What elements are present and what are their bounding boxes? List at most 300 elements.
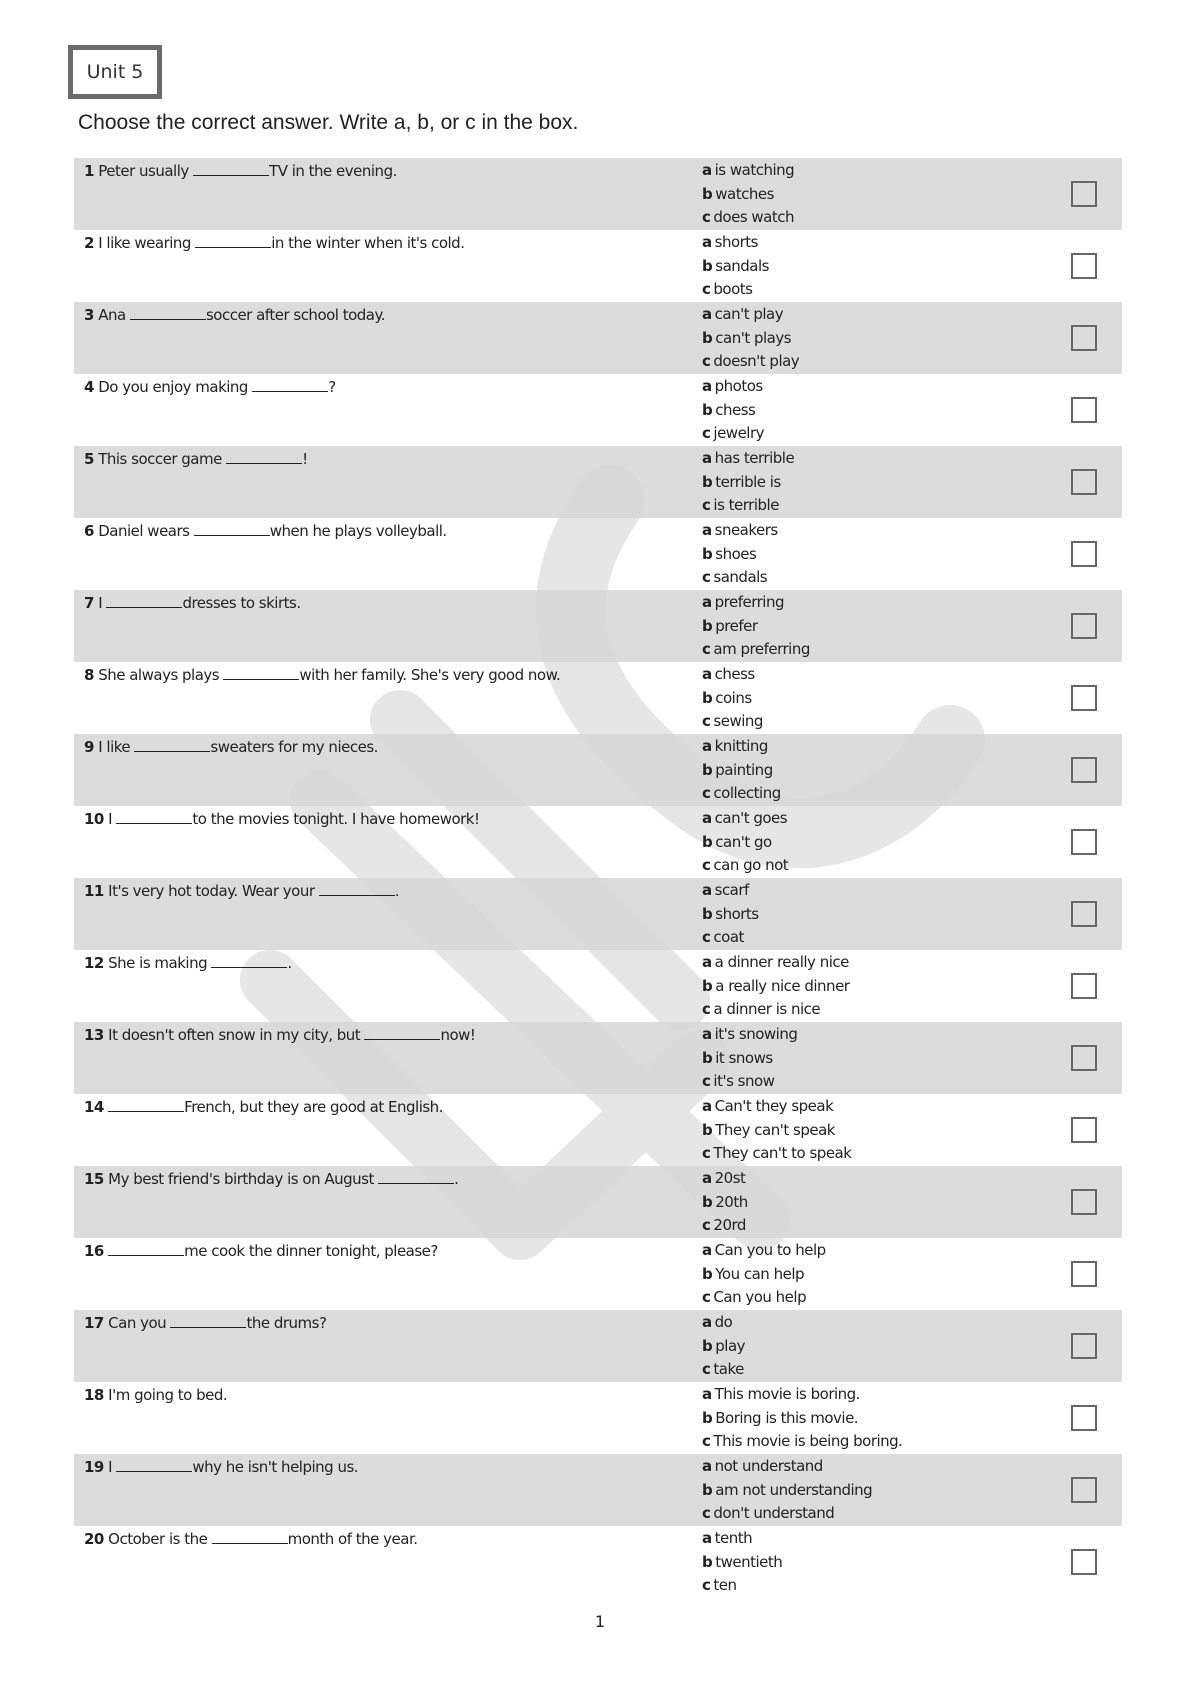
- question-text-before: This soccer game: [98, 450, 222, 468]
- option-letter: b: [702, 688, 713, 707]
- options-list: [702, 1527, 1002, 1598]
- option-text: shorts: [714, 233, 758, 251]
- option-a: [702, 1527, 1002, 1551]
- option-letter: c: [702, 784, 711, 802]
- question-text-after: when he plays volleyball.: [269, 522, 447, 540]
- question-row: [74, 734, 1122, 806]
- option-letter: b: [702, 976, 713, 995]
- question-table: [74, 158, 1122, 1598]
- question-text-after: me cook the dinner tonight, please?: [184, 1242, 438, 1260]
- option-a: [702, 591, 1002, 615]
- option-b: [702, 1479, 1002, 1503]
- option-text: can't plays: [715, 328, 792, 347]
- option-letter: c: [702, 1576, 711, 1594]
- question-text-before: October is the: [108, 1530, 208, 1548]
- options-list: [702, 1167, 1002, 1238]
- option-b: [702, 831, 1002, 855]
- option-text: take: [713, 1360, 744, 1378]
- answer-box[interactable]: [1071, 325, 1097, 351]
- answer-blank: [195, 233, 271, 248]
- option-letter: a: [702, 449, 712, 467]
- option-letter: b: [702, 544, 713, 563]
- option-letter: b: [702, 1264, 713, 1283]
- option-text: photos: [714, 377, 763, 395]
- option-text: 20rd: [713, 1216, 746, 1234]
- option-letter: a: [702, 1385, 712, 1403]
- option-letter: b: [702, 1336, 713, 1355]
- question-number: 14: [84, 1098, 104, 1116]
- answer-blank: [193, 161, 269, 176]
- option-letter: c: [702, 352, 711, 370]
- option-letter: a: [702, 593, 712, 611]
- option-a: [702, 1167, 1002, 1191]
- question-row: [74, 158, 1122, 230]
- question-text: [84, 1528, 684, 1550]
- option-text: prefer: [715, 616, 758, 635]
- answer-blank: [378, 1169, 454, 1184]
- question-text: [84, 160, 684, 182]
- question-text: [84, 1168, 684, 1190]
- option-text: Boring is this movie.: [715, 1408, 859, 1427]
- option-text: coat: [713, 928, 744, 946]
- question-row: [74, 1022, 1122, 1094]
- options-list: [702, 447, 1002, 518]
- option-text: don't understand: [713, 1504, 835, 1522]
- answer-box[interactable]: [1071, 1117, 1097, 1143]
- option-c: [702, 1142, 1002, 1166]
- option-c: [702, 1574, 1002, 1598]
- option-c: [702, 1502, 1002, 1526]
- options-list: [702, 735, 1002, 806]
- option-letter: a: [702, 1025, 712, 1043]
- option-letter: a: [702, 1457, 712, 1475]
- option-c: [702, 350, 1002, 374]
- question-number: 17: [84, 1314, 104, 1332]
- option-letter: b: [702, 256, 713, 275]
- option-text: They can't to speak: [713, 1144, 852, 1162]
- question-number: 10: [84, 810, 104, 828]
- option-text: They can't speak: [715, 1120, 835, 1139]
- option-letter: c: [702, 208, 711, 226]
- question-text-after: in the winter when it's cold.: [271, 234, 465, 252]
- unit-label: Unit 5: [86, 61, 144, 83]
- option-a: [702, 1095, 1002, 1119]
- question-number: 20: [84, 1530, 104, 1548]
- option-letter: b: [702, 184, 713, 203]
- question-text-before: I like wearing: [98, 234, 191, 252]
- option-text: Can you help: [713, 1288, 807, 1306]
- answer-box[interactable]: [1071, 253, 1097, 279]
- instruction-text: Choose the correct answer. Write a, b, or c in the box.: [78, 111, 579, 134]
- option-text: can't goes: [714, 809, 788, 827]
- option-letter: b: [702, 616, 713, 635]
- question-text-after: dresses to skirts.: [182, 594, 301, 612]
- question-row: [74, 1454, 1122, 1526]
- answer-box[interactable]: [1071, 685, 1097, 711]
- option-letter: c: [702, 928, 711, 946]
- option-text: does watch: [713, 208, 795, 226]
- option-text: scarf: [714, 881, 749, 899]
- question-text-after: sweaters for my nieces.: [210, 738, 378, 756]
- option-c: [702, 206, 1002, 230]
- option-text: chess: [715, 400, 756, 419]
- answer-blank: [108, 1097, 184, 1112]
- option-text: can't play: [714, 305, 784, 323]
- options-list: [702, 231, 1002, 302]
- question-row: [74, 1238, 1122, 1310]
- options-list: [702, 1095, 1002, 1166]
- option-b: [702, 615, 1002, 639]
- option-letter: c: [702, 1216, 711, 1234]
- question-text-after: to the movies tonight. I have homework!: [192, 810, 480, 828]
- options-list: [702, 519, 1002, 590]
- option-letter: b: [702, 400, 713, 419]
- question-text-before: I: [98, 594, 103, 612]
- answer-blank: [106, 593, 182, 608]
- question-row: [74, 1526, 1122, 1598]
- question-row: [74, 1310, 1122, 1382]
- option-letter: c: [702, 1000, 711, 1018]
- question-text-after: .: [394, 882, 400, 900]
- option-text: knitting: [714, 737, 768, 755]
- option-letter: c: [702, 640, 711, 658]
- question-text: [84, 664, 684, 686]
- option-letter: a: [702, 1097, 712, 1115]
- question-text-after: now!: [440, 1026, 476, 1044]
- question-row: [74, 230, 1122, 302]
- question-text-after: ?: [328, 378, 336, 396]
- option-text: sandals: [715, 256, 769, 275]
- question-number: 13: [84, 1026, 104, 1044]
- question-text: [84, 1456, 684, 1478]
- option-letter: a: [702, 233, 712, 251]
- option-c: [702, 1286, 1002, 1310]
- answer-blank: [223, 665, 299, 680]
- question-text-before: Daniel wears: [98, 522, 190, 540]
- option-c: [702, 998, 1002, 1022]
- question-text: [84, 1240, 684, 1262]
- options-list: [702, 663, 1002, 734]
- option-letter: c: [702, 1144, 711, 1162]
- answer-box[interactable]: [1071, 1405, 1097, 1431]
- option-b: [702, 327, 1002, 351]
- option-letter: a: [702, 737, 712, 755]
- option-letter: b: [702, 904, 713, 923]
- question-number: 19: [84, 1458, 104, 1476]
- answer-blank: [194, 521, 270, 536]
- question-text-before: My best friend's birthday is on August: [108, 1170, 374, 1188]
- answer-blank: [130, 305, 206, 320]
- option-letter: b: [702, 472, 713, 491]
- question-text-after: TV in the evening.: [269, 162, 397, 180]
- option-text: am not understanding: [715, 1480, 873, 1499]
- answer-blank: [134, 737, 210, 752]
- option-c: [702, 494, 1002, 518]
- option-b: [702, 903, 1002, 927]
- option-letter: c: [702, 496, 711, 514]
- answer-box[interactable]: [1071, 181, 1097, 207]
- option-text: tenth: [714, 1529, 753, 1547]
- option-c: [702, 278, 1002, 302]
- option-text: boots: [713, 280, 753, 298]
- options-list: [702, 879, 1002, 950]
- question-row: [74, 950, 1122, 1022]
- option-letter: a: [702, 305, 712, 323]
- option-text: not understand: [714, 1457, 823, 1475]
- option-text: sewing: [713, 712, 763, 730]
- question-text-before: I like: [98, 738, 131, 756]
- question-text: [84, 304, 684, 326]
- option-letter: a: [702, 377, 712, 395]
- answer-blank: [116, 1457, 192, 1472]
- option-letter: c: [702, 1504, 711, 1522]
- question-number: 16: [84, 1242, 104, 1260]
- question-text-before: Can you: [108, 1314, 167, 1332]
- question-text-after: why he isn't helping us.: [192, 1458, 359, 1476]
- question-text: [84, 952, 684, 974]
- question-text-before: She always plays: [98, 666, 220, 684]
- question-text: [84, 808, 684, 830]
- question-number: 15: [84, 1170, 104, 1188]
- option-text: This movie is being boring.: [713, 1432, 903, 1450]
- question-row: [74, 806, 1122, 878]
- option-letter: a: [702, 161, 712, 179]
- option-text: is terrible: [713, 496, 779, 514]
- option-letter: b: [702, 1048, 713, 1067]
- option-text: 20st: [714, 1169, 746, 1187]
- option-text: a dinner is nice: [713, 1000, 821, 1018]
- option-text: twentieth: [715, 1552, 783, 1571]
- option-letter: b: [702, 832, 713, 851]
- question-text: [84, 736, 684, 758]
- option-a: [702, 807, 1002, 831]
- option-letter: b: [702, 328, 713, 347]
- option-letter: b: [702, 1120, 713, 1139]
- option-text: collecting: [713, 784, 781, 802]
- option-c: [702, 1430, 1002, 1454]
- option-letter: a: [702, 1241, 712, 1259]
- question-text-before: Ana: [98, 306, 126, 324]
- options-list: [702, 1239, 1002, 1310]
- question-text-before: It doesn't often snow in my city, but: [108, 1026, 361, 1044]
- option-text: am preferring: [713, 640, 810, 658]
- question-text: [84, 880, 684, 902]
- question-number: 7: [84, 594, 94, 612]
- question-row: [74, 1094, 1122, 1166]
- answer-box[interactable]: [1071, 829, 1097, 855]
- option-text: This movie is boring.: [714, 1385, 860, 1403]
- question-number: 1: [84, 162, 94, 180]
- option-text: coins: [715, 688, 752, 707]
- option-text: it's snowing: [714, 1025, 798, 1043]
- option-b: [702, 543, 1002, 567]
- option-b: [702, 1551, 1002, 1575]
- option-text: it's snow: [713, 1072, 775, 1090]
- option-letter: c: [702, 1072, 711, 1090]
- option-c: [702, 926, 1002, 950]
- question-number: 2: [84, 234, 94, 252]
- answer-blank: [364, 1025, 440, 1040]
- question-text: [84, 232, 684, 254]
- options-list: [702, 951, 1002, 1022]
- answer-blank: [319, 881, 395, 896]
- question-number: 4: [84, 378, 94, 396]
- question-text-after: with her family. She's very good now.: [299, 666, 561, 684]
- answer-box[interactable]: [1071, 541, 1097, 567]
- option-c: [702, 638, 1002, 662]
- option-text: preferring: [714, 593, 784, 611]
- option-letter: b: [702, 1552, 713, 1571]
- options-list: [702, 303, 1002, 374]
- option-b: [702, 1119, 1002, 1143]
- question-text-before: She is making: [108, 954, 208, 972]
- option-letter: b: [702, 760, 713, 779]
- option-text: it snows: [715, 1048, 773, 1067]
- option-c: [702, 710, 1002, 734]
- option-text: a really nice dinner: [715, 976, 850, 995]
- question-row: [74, 302, 1122, 374]
- option-text: chess: [714, 665, 755, 683]
- options-list: [702, 591, 1002, 662]
- option-letter: c: [702, 424, 711, 442]
- option-a: [702, 303, 1002, 327]
- question-number: 11: [84, 882, 104, 900]
- option-b: [702, 1263, 1002, 1287]
- options-list: [702, 1383, 1002, 1454]
- option-a: [702, 375, 1002, 399]
- option-text: Can't they speak: [714, 1097, 834, 1115]
- answer-blank: [170, 1313, 246, 1328]
- option-b: [702, 471, 1002, 495]
- question-text-before: I: [108, 810, 113, 828]
- option-text: doesn't play: [713, 352, 800, 370]
- question-row: [74, 1166, 1122, 1238]
- question-row: [74, 446, 1122, 518]
- option-c: [702, 1214, 1002, 1238]
- option-letter: b: [702, 1408, 713, 1427]
- option-a: [702, 519, 1002, 543]
- option-text: painting: [715, 760, 773, 779]
- question-text: [84, 1024, 684, 1046]
- answer-blank: [212, 1529, 288, 1544]
- question-text-before: It's very hot today. Wear your: [108, 882, 315, 900]
- question-row: [74, 1382, 1122, 1454]
- option-text: sneakers: [714, 521, 778, 539]
- answer-box[interactable]: [1071, 469, 1097, 495]
- answer-box[interactable]: [1071, 1045, 1097, 1071]
- option-letter: a: [702, 1313, 712, 1331]
- option-text: Can you to help: [714, 1241, 826, 1259]
- option-letter: b: [702, 1480, 713, 1499]
- option-b: [702, 1407, 1002, 1431]
- options-list: [702, 807, 1002, 878]
- question-number: 18: [84, 1386, 104, 1404]
- answer-box[interactable]: [1071, 1189, 1097, 1215]
- question-number: 9: [84, 738, 94, 756]
- question-text: [84, 1384, 684, 1406]
- option-b: [702, 1191, 1002, 1215]
- page-number: 1: [594, 1612, 606, 1631]
- option-text: do: [714, 1313, 733, 1331]
- question-text-after: .: [287, 954, 292, 972]
- answer-box[interactable]: [1071, 1549, 1097, 1575]
- option-c: [702, 422, 1002, 446]
- options-list: [702, 159, 1002, 230]
- option-text: watches: [715, 184, 774, 203]
- answer-box[interactable]: [1071, 397, 1097, 423]
- options-list: [702, 1311, 1002, 1382]
- answer-box[interactable]: [1071, 613, 1097, 639]
- question-number: 8: [84, 666, 94, 684]
- question-number: 6: [84, 522, 94, 540]
- option-b: [702, 687, 1002, 711]
- option-letter: c: [702, 1432, 711, 1450]
- answer-blank: [226, 449, 302, 464]
- answer-box[interactable]: [1071, 1261, 1097, 1287]
- answer-box[interactable]: [1071, 757, 1097, 783]
- question-text-before: I: [108, 1458, 113, 1476]
- option-text: shoes: [715, 544, 757, 563]
- option-text: is watching: [714, 161, 795, 179]
- option-b: [702, 759, 1002, 783]
- option-a: [702, 447, 1002, 471]
- question-text-after: soccer after school today.: [205, 306, 386, 324]
- option-text: can't go: [715, 832, 772, 851]
- option-text: jewelry: [713, 424, 765, 442]
- option-a: [702, 735, 1002, 759]
- option-a: [702, 951, 1002, 975]
- question-text-before: Do you enjoy making: [98, 378, 248, 396]
- option-a: [702, 663, 1002, 687]
- option-a: [702, 1023, 1002, 1047]
- question-text-after: .: [454, 1170, 459, 1188]
- answer-box[interactable]: [1071, 973, 1097, 999]
- answer-box[interactable]: [1071, 1477, 1097, 1503]
- option-letter: a: [702, 953, 712, 971]
- option-b: [702, 1335, 1002, 1359]
- question-text: [84, 1312, 684, 1334]
- answer-box[interactable]: [1071, 1333, 1097, 1359]
- question-number: 5: [84, 450, 94, 468]
- option-letter: a: [702, 809, 712, 827]
- option-letter: c: [702, 712, 711, 730]
- option-b: [702, 975, 1002, 999]
- option-c: [702, 1070, 1002, 1094]
- answer-blank: [108, 1241, 184, 1256]
- question-row: [74, 590, 1122, 662]
- option-c: [702, 566, 1002, 590]
- option-a: [702, 159, 1002, 183]
- question-row: [74, 662, 1122, 734]
- options-list: [702, 1455, 1002, 1526]
- answer-blank: [252, 377, 328, 392]
- question-text-after: French, but they are good at English.: [184, 1098, 443, 1116]
- option-text: 20th: [715, 1192, 748, 1211]
- option-c: [702, 1358, 1002, 1382]
- question-text-after: !: [302, 450, 308, 468]
- unit-label-box: [68, 45, 162, 99]
- answer-box[interactable]: [1071, 901, 1097, 927]
- option-c: [702, 854, 1002, 878]
- option-letter: c: [702, 856, 711, 874]
- question-row: [74, 374, 1122, 446]
- option-a: [702, 1383, 1002, 1407]
- option-text: terrible is: [715, 472, 781, 491]
- question-row: [74, 878, 1122, 950]
- option-letter: c: [702, 1288, 711, 1306]
- option-text: shorts: [715, 904, 759, 923]
- option-text: play: [715, 1336, 746, 1355]
